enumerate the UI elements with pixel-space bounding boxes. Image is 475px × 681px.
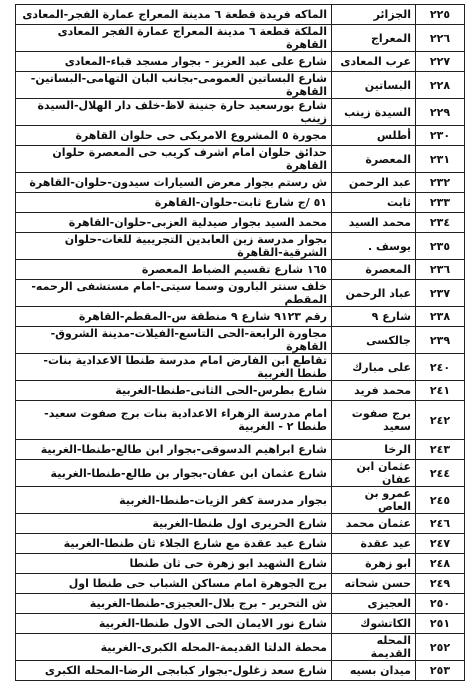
location-name: ابو زهرة	[332, 554, 416, 574]
table-row	[16, 354, 465, 381]
location-name: عمرو بن العاص	[332, 487, 416, 514]
table-row	[16, 460, 465, 487]
location-address: الملكة قطعة ٦ مدينة المعراج عمارة الفجر المعادى القاهرة	[16, 25, 332, 52]
location-name: عبد الرحمن	[332, 173, 416, 193]
location-address: برج الجوهرة امام مساكن الشباب حى طنطا اول	[16, 574, 332, 594]
row-number: ٢٤٨	[416, 554, 465, 574]
table-row	[16, 440, 465, 460]
location-address: ش رستم بجوار معرض السيارات سيدون-حلوان-القاهرة	[16, 173, 332, 193]
location-address: شارع الحريرى اول طنطا-الغربية	[16, 514, 332, 534]
row-number: ٢٤١	[416, 381, 465, 401]
table-row	[16, 487, 465, 514]
location-name: المعصرة	[332, 260, 416, 280]
row-number: ٢٥٢	[416, 634, 465, 661]
row-number: ٢٤٠	[416, 354, 465, 381]
location-address: شارع عثمان ابن عفان-بجوار بن طالع-طنطا-الغربية	[16, 460, 332, 487]
location-name: المعصرة	[332, 146, 416, 173]
location-address: شارع نور الايمان الحى الاول طنطا-الغربية	[16, 614, 332, 634]
row-number: ٢٥١	[416, 614, 465, 634]
location-address: امام مدرسة الزهراء الاعدادية بنات برج صفوت سعيد-طنطا ٢ - الغربية	[16, 401, 332, 440]
locations-table	[15, 4, 465, 681]
row-number: ٢٤٣	[416, 440, 465, 460]
table-row	[16, 233, 465, 260]
location-name: العجيزى	[332, 594, 416, 614]
location-name: أطلس	[332, 126, 416, 146]
location-address: شارع بورسعيد حارة جنينة لاظ-خلف دار الهلال-السيدة زينب	[16, 99, 332, 126]
location-name: عباد الرحمن	[332, 280, 416, 307]
table-row	[16, 146, 465, 173]
location-address: ش التحرير - برج بلال-العجيزى-طنطا-الغربية	[16, 594, 332, 614]
location-name: المحله القديمة	[332, 634, 416, 661]
location-address: رقم ٩١٢٣ شارع ٩ منطقة س-المقطم-القاهرة	[16, 307, 332, 327]
table-row	[16, 327, 465, 354]
table-row	[16, 594, 465, 614]
row-number: ٢٥٣	[416, 661, 465, 681]
row-number: ٢٢٦	[416, 25, 465, 52]
table-row	[16, 401, 465, 440]
table-row	[16, 307, 465, 327]
table-row	[16, 634, 465, 661]
location-address: ١٦٥ شارع تقسيم الضباط المعصرة	[16, 260, 332, 280]
row-number: ٢٣٨	[416, 307, 465, 327]
location-address: شارع البساتين العمومى-بجانب البان التهامى-البساتين-القاهرة	[16, 72, 332, 99]
table-row	[16, 614, 465, 634]
table-row	[16, 554, 465, 574]
location-name: السيدة زينب	[332, 99, 416, 126]
table-row	[16, 72, 465, 99]
location-address: مجورة ٥ المشروع الامريكى حى حلوان القاهرة	[16, 126, 332, 146]
location-name: شارع ٩	[332, 307, 416, 327]
row-number: ٢٣٠	[416, 126, 465, 146]
location-address: تقاطع ابن الفارض امام مدرسة طنطا الاعدادية بنات-طنطا الغربية	[16, 354, 332, 381]
row-number: ٢٣٦	[416, 260, 465, 280]
location-address: الماكه فريدة قطعة ٦ مدينة المعراج عمارة الفجر-المعادى	[16, 5, 332, 25]
row-number: ٢٢٧	[416, 52, 465, 72]
location-name: عثمان ابن عفان	[332, 460, 416, 487]
location-address: محمد السيد بجوار صيدلية العزبى-حلوان-القاهرة	[16, 213, 332, 233]
location-name: الرخا	[332, 440, 416, 460]
location-name: ثابت	[332, 193, 416, 213]
location-name: عيد عقدة	[332, 534, 416, 554]
location-address: محطة الدلتا القديمة-المحله الكبرى-الغربية	[16, 634, 332, 661]
table-row	[16, 661, 465, 681]
row-number: ٢٢٨	[416, 72, 465, 99]
row-number: ٢٢٩	[416, 99, 465, 126]
location-name: ميدان بسيه	[332, 661, 416, 681]
location-name: جالكسى	[332, 327, 416, 354]
location-address: مجاورة الرابعة-الحى التاسع-الفيلات-مدينة الشروق-القاهرة	[16, 327, 332, 354]
locations-table-body	[16, 5, 465, 681]
location-name: المعراج	[332, 25, 416, 52]
table-row	[16, 99, 465, 126]
location-name: عثمان محمد	[332, 514, 416, 534]
location-address: شارع الشهيد ابو زهرة حى ثان طنطا	[16, 554, 332, 574]
location-address: ٥١ /ج شارع ثابت-حلوان-القاهرة	[16, 193, 332, 213]
row-number: ٢٣٩	[416, 327, 465, 354]
row-number: ٢٤٧	[416, 534, 465, 554]
location-name: الكاتشوك	[332, 614, 416, 634]
location-name: على مبارك	[332, 354, 416, 381]
document-page	[15, 4, 465, 681]
table-row	[16, 213, 465, 233]
location-address: شارع ابراهيم الدسوقى-بجوار ابن طالع-طنطا-الغربية	[16, 440, 332, 460]
row-number: ٢٣٤	[416, 213, 465, 233]
table-row	[16, 52, 465, 72]
row-number: ٢٣٢	[416, 173, 465, 193]
location-name: حسن شحاته	[332, 574, 416, 594]
row-number: ٢٥٠	[416, 594, 465, 614]
location-name: محمد السيد	[332, 213, 416, 233]
table-row	[16, 280, 465, 307]
row-number: ٢٣٥	[416, 233, 465, 260]
row-number: ٢٤٩	[416, 574, 465, 594]
location-address: شارع على عبد العزيز - بجوار مسجد قباء-المعادى	[16, 52, 332, 72]
table-row	[16, 381, 465, 401]
table-row	[16, 260, 465, 280]
location-name: الجزائر	[332, 5, 416, 25]
table-row	[16, 193, 465, 213]
row-number: ٢٣٣	[416, 193, 465, 213]
table-row	[16, 514, 465, 534]
row-number: ٢٤٢	[416, 401, 465, 440]
row-number: ٢٢٥	[416, 5, 465, 25]
location-address: حدائق حلوان امام اشرف كريب حى المعصرة حلوان القاهرة	[16, 146, 332, 173]
location-address: بجوار مدرسة كفر الزيات-طنطا-الغربية	[16, 487, 332, 514]
location-name: البساتين	[332, 72, 416, 99]
table-row	[16, 534, 465, 554]
location-name: محمد فريد	[332, 381, 416, 401]
row-number: ٢٤٤	[416, 460, 465, 487]
row-number: ٢٣٧	[416, 280, 465, 307]
row-number: ٢٤٦	[416, 514, 465, 534]
table-row	[16, 173, 465, 193]
location-name: يوسف .	[332, 233, 416, 260]
location-name: برج صفوت سعيد	[332, 401, 416, 440]
row-number: ٢٤٥	[416, 487, 465, 514]
table-row	[16, 574, 465, 594]
table-row	[16, 5, 465, 25]
table-row	[16, 25, 465, 52]
location-name: عرب المعادى	[332, 52, 416, 72]
location-address: شارع بطرس-الحى الثانى-طنطا-الغربية	[16, 381, 332, 401]
table-row	[16, 126, 465, 146]
location-address: شارع سعد زغلول-بجوار كبابجى الرضا-المحله الكبرى	[16, 661, 332, 681]
row-number: ٢٣١	[416, 146, 465, 173]
location-address: شارع عيد عقدة مع شارع الجلاء ثان طنطا-الغربية	[16, 534, 332, 554]
location-address: خلف سنتر البارون وسما سيتى-امام مستشفى الرحمه-المقطم	[16, 280, 332, 307]
location-address: بجوار مدرسة زين العابدين التجريبية للغات-حلوان الشرقية-القاهرة	[16, 233, 332, 260]
